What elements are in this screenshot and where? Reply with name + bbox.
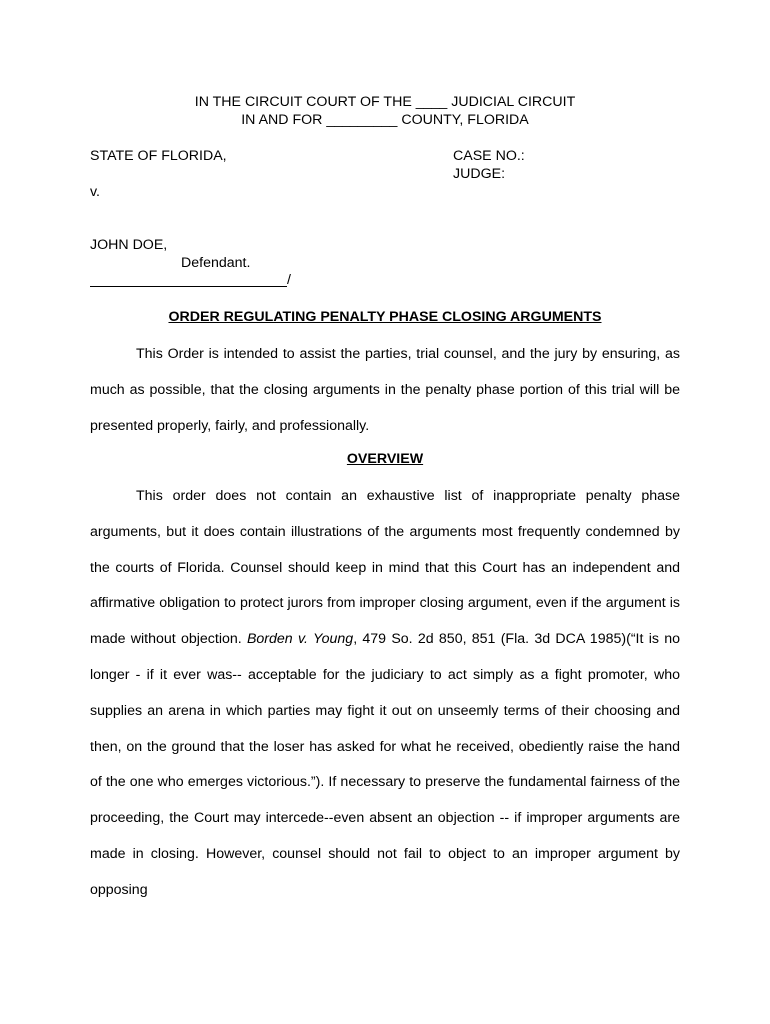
intro-paragraph (90, 337, 680, 444)
overview-heading: OVERVIEW (346, 451, 424, 467)
defendant-name: JOHN DOE, (90, 237, 168, 253)
plaintiff-name: STATE OF FLORIDA, (90, 148, 227, 164)
signature-rule (90, 286, 287, 287)
defendant-label: Defendant. (181, 255, 251, 271)
court-caption-line-1: IN THE CIRCUIT COURT OF THE ____ JUDICIAL CIRCUIT (194, 94, 576, 110)
case-number-label: CASE NO.: (453, 148, 525, 164)
citation-case-name: Borden v. Young (246, 631, 354, 648)
overview-text-part-2: , 479 So. 2d 850, 851 (Fla. 3d DCA 1985)(“It is no longer - if it ever was-- acceptable for the judiciary to act simply as a fight promoter, who supplies an arena in which parties may fight it out on unseemly terms of their choosing and then, on the ground that the loser has asked for what he received, obediently raise the hand of the one who emerges victorious.”). If necessary to preserve the fundamental fairness of the proceeding, the Court may intercede--even absent an objection -- if improper arguments are made in closing. However, counsel should not fail to object to an improper argument by opposing (90, 631, 680, 898)
overview-paragraph-text (90, 479, 680, 909)
versus-label: v. (90, 184, 100, 200)
caption-slash: / (287, 272, 291, 288)
court-caption-line-2: IN AND FOR _________ COUNTY, FLORIDA (241, 112, 529, 128)
judge-label: JUDGE: (453, 166, 506, 182)
overview-paragraph (90, 479, 680, 909)
order-title: ORDER REGULATING PENALTY PHASE CLOSING ARGUMENTS (168, 309, 602, 325)
overview-text-part-1: This order does not contain an exhaustive list of inappropriate penalty phase arguments, but it does contain illustrations of the arguments most frequently condemned by the courts of Florida. Counsel should keep in mind that this Court has an independent and affirmative obligation to protect jurors from improper closing argument, even if the argument is made without objection. (90, 488, 680, 648)
intro-paragraph-text: This Order is intended to assist the parties, trial counsel, and the jury by ensuring, as much as possible, that the closing arguments in the penalty phase portion of this trial will be presented properly, fairly, and professionally. (90, 346, 680, 434)
